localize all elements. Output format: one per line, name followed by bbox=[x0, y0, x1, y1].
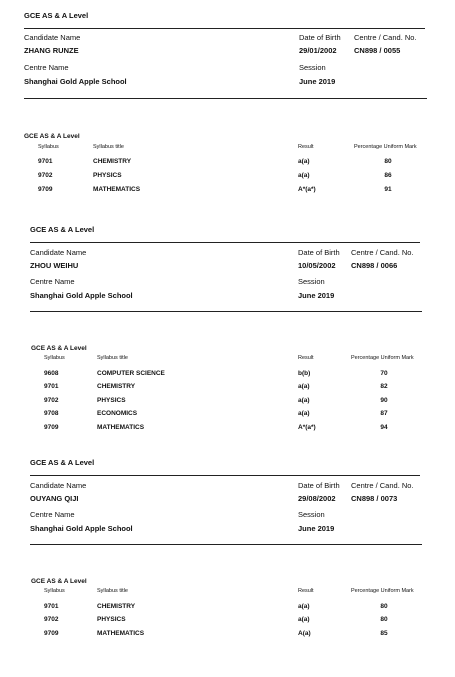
centre-name-label: Centre Name bbox=[30, 277, 75, 286]
syllabus-title: PHYSICS bbox=[93, 172, 122, 179]
session: June 2019 bbox=[299, 77, 336, 86]
session: June 2019 bbox=[298, 291, 335, 300]
centre-cand-no-label: Centre / Cand. No. bbox=[351, 481, 414, 490]
syllabus-title: PHYSICS bbox=[97, 397, 126, 404]
result-grade: A*(a*) bbox=[298, 186, 316, 193]
result-grade: a(a) bbox=[298, 603, 310, 610]
candidate-name-label: Candidate Name bbox=[24, 33, 81, 42]
pum-value: 82 bbox=[380, 383, 388, 390]
divider bbox=[24, 28, 425, 29]
pum-value: 80 bbox=[380, 603, 388, 610]
result-grade: A*(a*) bbox=[298, 424, 316, 431]
date-of-birth: 29/08/2002 bbox=[298, 494, 336, 503]
syllabus-code: 9708 bbox=[44, 410, 59, 417]
centre-name-label: Centre Name bbox=[30, 510, 75, 519]
syllabus-title: CHEMISTRY bbox=[97, 383, 136, 390]
pum-value: 85 bbox=[380, 630, 388, 637]
syllabus-code: 9701 bbox=[44, 383, 59, 390]
col-syllabus-title: Syllabus title bbox=[97, 588, 128, 594]
result-grade: a(a) bbox=[298, 397, 310, 404]
syllabus-code: 9701 bbox=[44, 603, 59, 610]
results-header: GCE AS & A Level bbox=[24, 133, 80, 140]
result-grade: a(a) bbox=[298, 172, 310, 179]
syllabus-title: CHEMISTRY bbox=[97, 603, 136, 610]
col-result: Result bbox=[298, 588, 314, 594]
session-label: Session bbox=[298, 277, 325, 286]
syllabus-code: 9702 bbox=[38, 172, 53, 179]
col-pum: Percentage Uniform Mark bbox=[351, 355, 414, 361]
syllabus-code: 9702 bbox=[44, 397, 59, 404]
col-result: Result bbox=[298, 355, 314, 361]
date-of-birth: 10/05/2002 bbox=[298, 261, 336, 270]
block-header: GCE AS & A Level bbox=[30, 225, 95, 234]
syllabus-title: MATHEMATICS bbox=[93, 186, 141, 193]
result-grade: A(a) bbox=[298, 630, 311, 637]
session-label: Session bbox=[299, 63, 326, 72]
dob-label: Date of Birth bbox=[299, 33, 341, 42]
divider bbox=[30, 475, 420, 476]
divider bbox=[30, 242, 420, 243]
syllabus-title: MATHEMATICS bbox=[97, 630, 145, 637]
syllabus-title: PHYSICS bbox=[97, 616, 126, 623]
centre-cand-no-label: Centre / Cand. No. bbox=[351, 248, 414, 257]
centre-cand-no: CN898 / 0073 bbox=[351, 494, 398, 503]
syllabus-code: 9608 bbox=[44, 370, 59, 377]
syllabus-code: 9702 bbox=[44, 616, 59, 623]
session: June 2019 bbox=[298, 524, 335, 533]
syllabus-code: 9701 bbox=[38, 158, 53, 165]
dob-label: Date of Birth bbox=[298, 481, 340, 490]
dob-label: Date of Birth bbox=[298, 248, 340, 257]
divider bbox=[24, 98, 427, 99]
syllabus-code: 9709 bbox=[44, 630, 59, 637]
syllabus-code: 9709 bbox=[44, 424, 59, 431]
col-pum: Percentage Uniform Mark bbox=[354, 144, 417, 150]
pum-value: 80 bbox=[384, 158, 392, 165]
pum-value: 86 bbox=[384, 172, 392, 179]
syllabus-title: ECONOMICS bbox=[97, 410, 138, 417]
pum-value: 70 bbox=[380, 370, 388, 377]
pum-value: 94 bbox=[380, 424, 388, 431]
pum-value: 91 bbox=[384, 186, 392, 193]
results-header: GCE AS & A Level bbox=[31, 345, 87, 352]
pum-value: 87 bbox=[380, 410, 388, 417]
syllabus-code: 9709 bbox=[38, 186, 53, 193]
result-grade: a(a) bbox=[298, 410, 310, 417]
candidate-name: ZHANG RUNZE bbox=[24, 46, 79, 55]
results-header: GCE AS & A Level bbox=[31, 578, 87, 585]
col-syllabus-title: Syllabus title bbox=[97, 355, 128, 361]
divider bbox=[30, 544, 422, 545]
centre-cand-no: CN898 / 0066 bbox=[351, 261, 398, 270]
date-of-birth: 29/01/2002 bbox=[299, 46, 337, 55]
result-grade: a(a) bbox=[298, 616, 310, 623]
centre-name-label: Centre Name bbox=[24, 63, 69, 72]
syllabus-title: COMPUTER SCIENCE bbox=[97, 370, 165, 377]
pum-value: 90 bbox=[380, 397, 388, 404]
session-label: Session bbox=[298, 510, 325, 519]
divider bbox=[30, 311, 422, 312]
candidate-name-label: Candidate Name bbox=[30, 481, 87, 490]
candidate-name: OUYANG QIJI bbox=[30, 494, 79, 503]
centre-name: Shanghai Gold Apple School bbox=[24, 77, 127, 86]
syllabus-title: MATHEMATICS bbox=[97, 424, 145, 431]
col-syllabus-title: Syllabus title bbox=[93, 144, 124, 150]
col-result: Result bbox=[298, 144, 314, 150]
syllabus-title: CHEMISTRY bbox=[93, 158, 132, 165]
col-syllabus: Syllabus bbox=[44, 355, 65, 361]
col-pum: Percentage Uniform Mark bbox=[351, 588, 414, 594]
candidate-name-label: Candidate Name bbox=[30, 248, 87, 257]
centre-name: Shanghai Gold Apple School bbox=[30, 291, 133, 300]
centre-cand-no: CN898 / 0055 bbox=[354, 46, 401, 55]
result-grade: a(a) bbox=[298, 383, 310, 390]
col-syllabus: Syllabus bbox=[38, 144, 59, 150]
candidate-name: ZHOU WEIHU bbox=[30, 261, 79, 270]
col-syllabus: Syllabus bbox=[44, 588, 65, 594]
centre-name: Shanghai Gold Apple School bbox=[30, 524, 133, 533]
centre-cand-no-label: Centre / Cand. No. bbox=[354, 33, 417, 42]
pum-value: 80 bbox=[380, 616, 388, 623]
block-header: GCE AS & A Level bbox=[30, 458, 95, 467]
result-grade: a(a) bbox=[298, 158, 310, 165]
result-grade: b(b) bbox=[298, 370, 311, 377]
block-header: GCE AS & A Level bbox=[24, 11, 89, 20]
